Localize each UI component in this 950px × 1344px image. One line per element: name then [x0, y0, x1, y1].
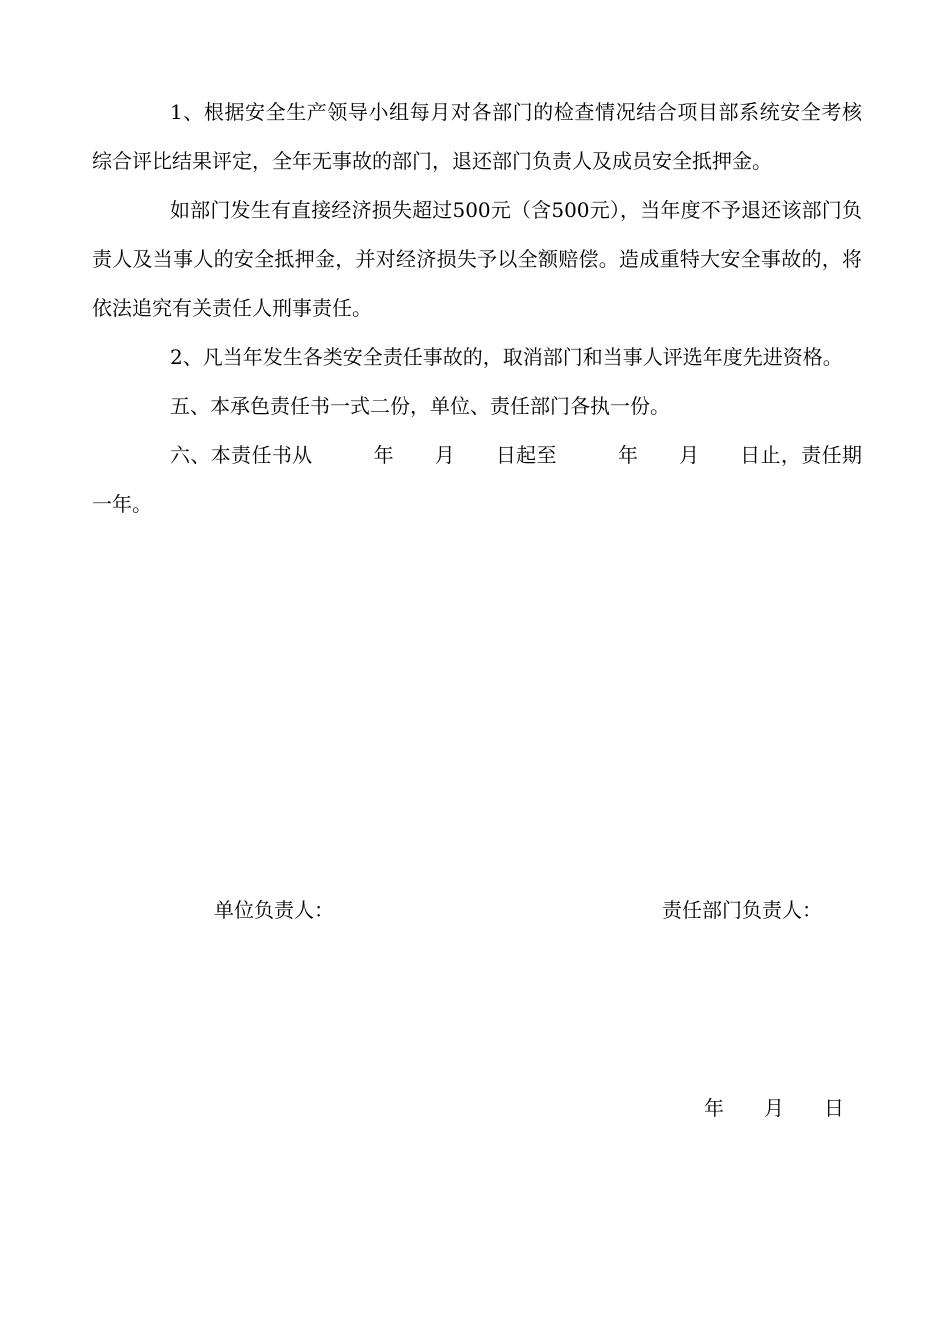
signature-block	[0, 890, 950, 930]
clause-5-copies: 五、本承色责任书一式二份，单位、责任部门各执一份。	[170, 394, 670, 418]
clause-loss-penalty: 如部门发生有直接经济损失超过500元（含500元），当年度不予退还该部门负责人及当事人的安全抵押金，并对经济损失予以全额赔偿。造成重特大安全事故的，将依法追究有关责任人刑事责任。	[92, 198, 862, 320]
clause-1-refund: 1、根据安全生产领导小组每月对各部门的检查情况结合项目部系统安全考核综合评比结果评定，全年无事故的部门，退还部门负责人及成员安全抵押金。	[92, 100, 862, 173]
clause-2-disqualify: 2、凡当年发生各类安全责任事故的，取消部门和当事人评选年度先进资格。	[170, 345, 843, 369]
clause-6-term: 六、本责任书从 年 月 日起至 年 月 日止，责任期一年。	[92, 443, 862, 516]
unit-head-label: 单位负责人：	[214, 898, 334, 922]
dept-head-label: 责任部门负责人：	[662, 898, 822, 922]
document-body	[92, 88, 862, 529]
signing-date: 年 月 日	[704, 1096, 844, 1120]
